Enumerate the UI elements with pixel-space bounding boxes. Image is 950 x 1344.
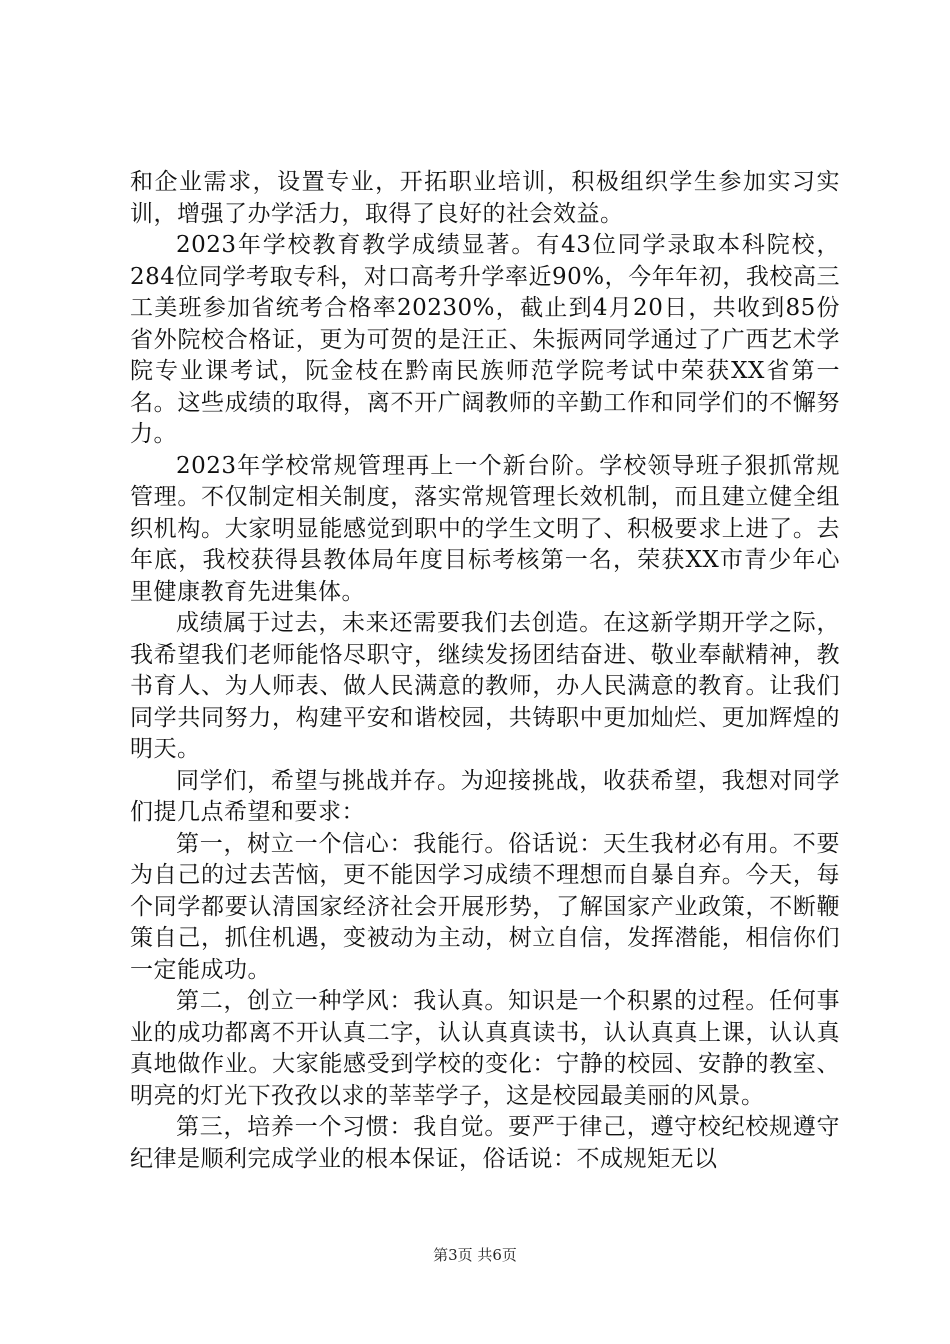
document-body	[130, 167, 840, 1175]
paragraph-1: 和企业需求，设置专业，开拓职业培训，积极组织学生参加实习实训，增强了办学活力，取得了良好的社会效益。	[130, 169, 840, 227]
paragraph-8: 第三，培养一个习惯：我自觉。要严于律己，遵守校纪校规遵守纪律是顺利完成学业的根本保证，俗话说：不成规矩无以	[130, 1114, 840, 1172]
paragraph-2: 2023年学校教育教学成绩显著。有43位同学录取本科院校，284位同学考取专科，对口高考升学率近90%，今年年初，我校高三工美班参加省统考合格率20230%，截止到4月20日，共收到85份省外院校合格证，更为可贺的是汪正、朱振两同学通过了广西艺术学院专业课考试，阮金枝在黔南民族师范学院考试中荣获XX省第一名。这些成绩的取得，离不开广阔教师的辛勤工作和同学们的不懈努力。	[130, 232, 840, 447]
paragraph-4: 成绩属于过去，未来还需要我们去创造。在这新学期开学之际，我希望我们老师能恪尽职守，继续发扬团结奋进、敬业奉献精神，教书育人、为人师表、做人民满意的教师，办人民满意的教育。让我们同学共同努力，构建平安和谐校园，共铸职中更加灿烂、更加辉煌的明天。	[130, 610, 840, 762]
page-footer: 第3页 共6页	[433, 1246, 517, 1264]
paragraph-5: 同学们，希望与挑战并存。为迎接挑战，收获希望，我想对同学们提几点希望和要求：	[130, 767, 840, 825]
paragraph-6: 第一，树立一个信心：我能行。俗话说：天生我材必有用。不要为自己的过去苦恼，更不能因学习成绩不理想而自暴自弃。今天，每个同学都要认清国家经济社会开展形势，了解国家产业政策，不断鞭策自己，抓住机遇，变被动为主动，树立自信，发挥潜能，相信你们一定能成功。	[130, 830, 840, 983]
paragraph-3: 2023年学校常规管理再上一个新台阶。学校领导班子狠抓常规管理。不仅制定相关制度，落实常规管理长效机制，而且建立健全组织机构。大家明显能感觉到职中的学生文明了、积极要求上进了。去年底，我校获得县教体局年度目标考核第一名，荣获XX市青少年心里健康教育先进集体。	[130, 452, 840, 605]
paragraph-7: 第二，创立一种学风：我认真。知识是一个积累的过程。任何事业的成功都离不开认真二字，认认真真读书，认认真真上课，认认真真地做作业。大家能感受到学校的变化：宁静的校园、安静的教室、明亮的灯光下孜孜以求的莘莘学子，这是校园最美丽的风景。	[130, 988, 840, 1109]
